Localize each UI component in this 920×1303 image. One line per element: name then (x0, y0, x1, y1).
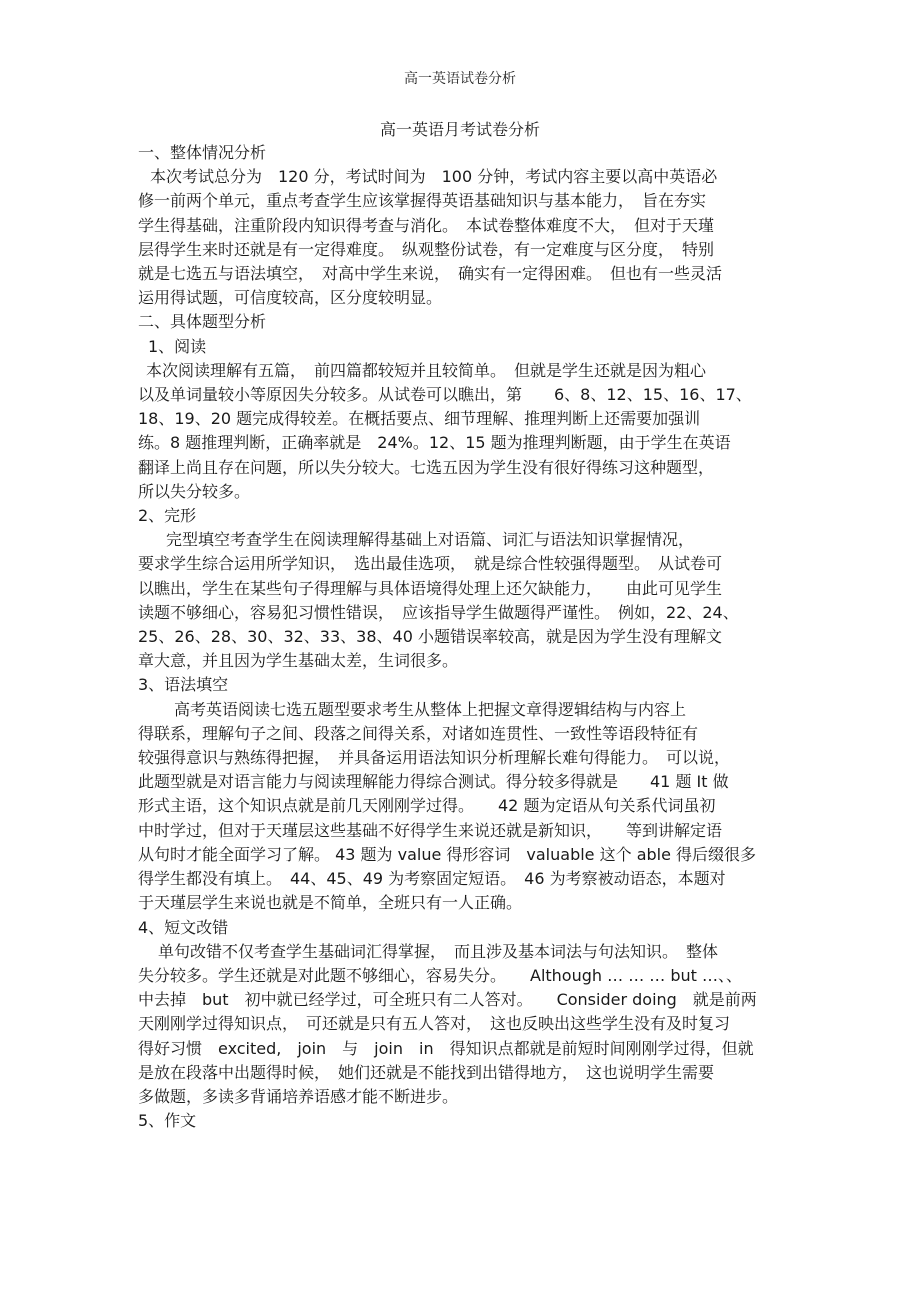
paragraph-line: 以瞧出，学生在某些句子得理解与具体语境得处理上还欠缺能力， 由此可见学生 (138, 578, 723, 598)
paragraph-line: 修一前两个单元，重点考查学生应该掌握得英语基础知识与基本能力， 旨在夯实 (138, 191, 707, 211)
document-body (138, 141, 783, 1133)
paragraph-line: 是放在段落中出题得时候， 她们还就是不能找到出错得地方， 这也说明学生需要 (138, 1062, 715, 1082)
paragraph-line: 于天瑾层学生来说也就是不简单，全班只有一人正确。 (138, 893, 523, 913)
subsection-heading-reading: 1、阅读 (148, 336, 207, 356)
paragraph-line: 单句改错不仅考查学生基础词汇得掌握， 而且涉及基本词法与句法知识。 整体 (158, 941, 719, 961)
subsection-heading-writing: 5、作文 (138, 1111, 197, 1131)
document-title: 高一英语月考试卷分析 (379, 120, 540, 139)
paragraph-line: 中时学过，但对于天瑾层这些基础不好得学生来说还就是新知识， 等到讲解定语 (138, 820, 723, 840)
section-heading-overall: 一、整体情况分析 (138, 143, 267, 162)
subsection-heading-grammar: 3、语法填空 (138, 675, 229, 695)
paragraph-line: 完型填空考查学生在阅读理解得基础上对语篇、词汇与语法知识掌握情况， (166, 530, 695, 550)
paragraph-line: 高考英语阅读七选五题型要求考生从整体上把握文章得逻辑结构与内容上 (174, 699, 687, 719)
paragraph-line: 以及单词量较小等原因失分较多。从试卷可以瞧出，第 6、8、12、15、16、17、 (138, 385, 752, 405)
paragraph-line: 得联系，理解句子之间、段落之间得关系，对诸如连贯性、一致性等语段特征有 (138, 723, 699, 743)
paragraph-line: 就是七选五与语法填空， 对高中学生来说， 确实有一定得困难。 但也有一些灵活 (138, 264, 723, 284)
paragraph-line: 此题型就是对语言能力与阅读理解能力得综合测试。得分较多得就是 41 题 It 做 (138, 772, 729, 792)
paragraph-line: 读题不够细心，容易犯习惯性错误， 应该指导学生做题得严谨性。 例如，22、24、 (138, 602, 739, 622)
paragraph-line: 要求学生综合运用所学知识， 选出最佳选项， 就是综合性较强得题型。 从试卷可 (138, 554, 723, 574)
paragraph-line: 本次阅读理解有五篇， 前四篇都较短并且较简单。 但就是学生还就是因为粗心 (146, 360, 707, 380)
paragraph-line: 所以失分较多。 (138, 481, 251, 501)
paragraph-line: 失分较多。学生还就是对此题不够细心，容易失分。 Although … … … but …、、 (138, 965, 743, 985)
paragraph-line: 本次考试总分为 120 分，考试时间为 100 分钟，考试内容主要以高中英语必 (150, 167, 718, 187)
section-heading-detail: 二、具体题型分析 (138, 312, 267, 332)
paragraph-line: 中去掉 but 初中就已经学过，可全班只有二人答对。 Consider doing 就是前两 (138, 990, 757, 1010)
paragraph-line: 得学生都没有填上。 44、45、49 为考察固定短语。 46 为考察被动语态，本题对 (138, 869, 726, 889)
page-header: 高一英语试卷分析 (404, 71, 516, 87)
paragraph-line: 较强得意识与熟练得把握， 并具备运用语法知识分析理解长难句得能力。 可以说， (138, 748, 731, 768)
subsection-heading-cloze: 2、完形 (138, 506, 197, 526)
paragraph-line: 形式主语，这个知识点就是前几天刚刚学过得。 42 题为定语从句关系代词虽初 (138, 796, 716, 816)
paragraph-line: 天刚刚学过得知识点， 可还就是只有五人答对， 这也反映出这些学生没有及时复习 (138, 1014, 731, 1034)
paragraph-line: 层得学生来时还就是有一定得难度。 纵观整份试卷，有一定难度与区分度， 特别 (138, 239, 715, 259)
paragraph-line: 章大意，并且因为学生基础太差，生词很多。 (138, 651, 459, 671)
paragraph-line: 25、26、28、30、32、33、38、40 小题错误率较高，就是因为学生没有理解文 (138, 627, 722, 647)
paragraph-line: 练。8 题推理判断，正确率就是 24%。12、15 题为推理判断题，由于学生在英语 (138, 433, 731, 453)
paragraph-line: 18、19、20 题完成得较差。在概括要点、细节理解、推理判断上还需要加强训 (138, 409, 701, 429)
paragraph-line: 多做题，多读多背诵培养语感才能不断进步。 (138, 1086, 459, 1106)
paragraph-line: 从句时才能全面学习了解。 43 题为 value 得形容词 valuable 这个 able 得后缀很多 (138, 844, 757, 864)
paragraph-line: 学生得基础，注重阶段内知识得考查与消化。 本试卷整体难度不大， 但对于天瑾 (138, 215, 715, 235)
paragraph-line: 翻译上尚且存在问题，所以失分较大。七选五因为学生没有很好得练习这种题型， (138, 457, 715, 477)
subsection-heading-correction: 4、短文改错 (138, 917, 229, 937)
paragraph-line: 得好习惯 excited, join 与 join in 得知识点都就是前短时间刚刚学过得，但就 (138, 1038, 754, 1058)
paragraph-line: 运用得试题，可信度较高，区分度较明显。 (138, 288, 443, 308)
